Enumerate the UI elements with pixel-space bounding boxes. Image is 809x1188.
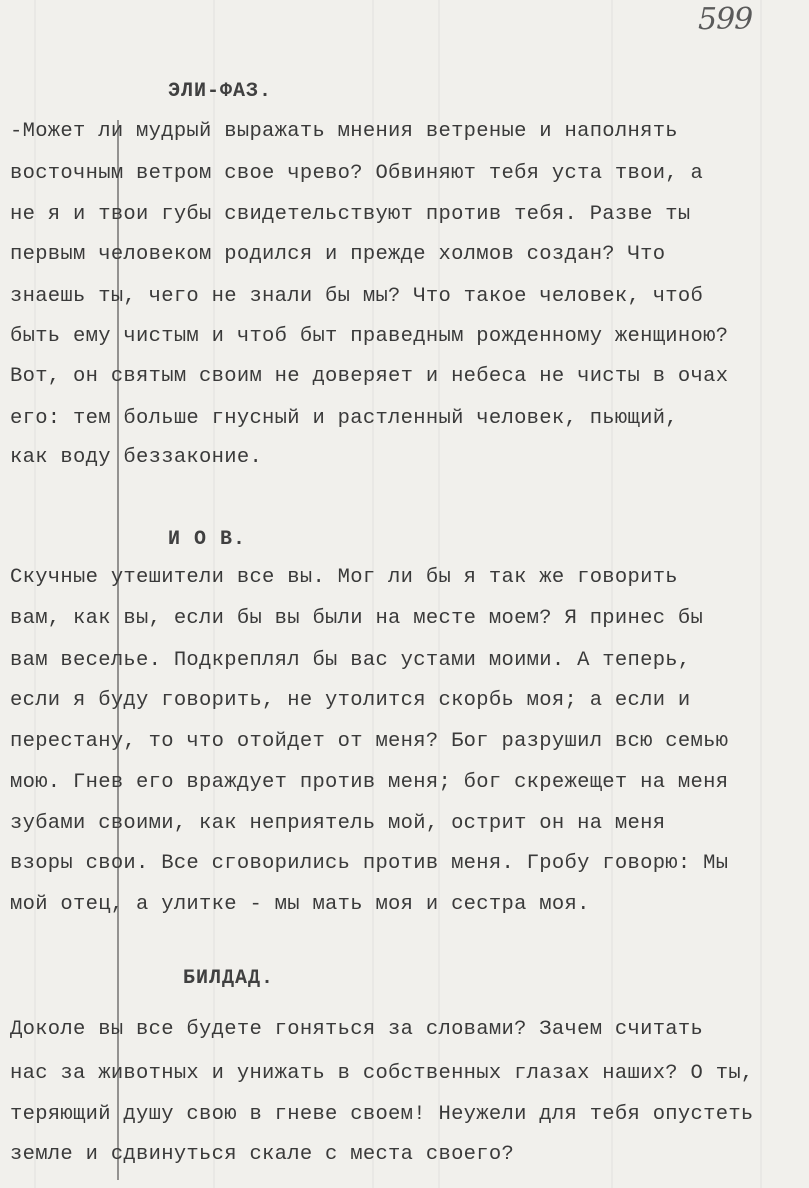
text-line: не я и твои губы свидетельствуют против тебя. Разве ты [10,203,691,226]
text-line: нас за животных и унижать в собственных глазах наших? О ты, [10,1062,754,1085]
text-line: Вот, он святым своим не доверяет и небеса не чисты в очах [10,365,729,388]
page-number: 599 [698,2,753,37]
text-line: Скучные утешители все вы. Мог ли бы я так же говорить [10,566,678,589]
speaker-heading-elifaz: ЭЛИ-ФАЗ. [168,80,273,103]
text-line: мою. Гнев его враждует против меня; бог скрежещет на меня [10,771,729,794]
text-line: как воду беззаконие. [10,446,263,469]
text-line: теряющий душу свою в гневе своем! Неужели для тебя опустеть [10,1103,754,1126]
text-line: Доколе вы все будете гоняться за словами? Зачем считать [10,1018,704,1041]
text-line: земле и сдвинуться скале с места своего? [10,1143,515,1166]
text-line: если я буду говорить, не утолится скорбь моя; а если и [10,689,691,712]
scan-streak [760,0,762,1188]
text-line: -Может ли мудрый выражать мнения ветреные и наполнять [10,120,678,143]
speaker-heading-bildad: БИЛДАД. [183,967,275,990]
text-line: восточным ветром свое чрево? Обвиняют тебя уста твои, а [10,162,704,185]
text-line: вам веселье. Подкреплял бы вас устами моими. А теперь, [10,649,691,672]
text-line: мой отец, а улитке - мы мать моя и сестра моя. [10,893,590,916]
text-line: зубами своими, как неприятель мой, острит он на меня [10,812,666,835]
text-line: перестану, то что отойдет от меня? Бог разрушил всю семью [10,730,729,753]
text-line: вам, как вы, если бы вы были на месте моем? Я принес бы [10,607,704,630]
text-line: первым человеком родился и прежде холмов создан? Что [10,243,666,266]
text-line: быть ему чистым и чтоб быт праведным рожденному женщиною? [10,325,729,348]
text-line: знаешь ты, чего не знали бы мы? Что такое человек, чтоб [10,285,704,308]
text-line: взоры свои. Все сговорились против меня. Гробу говорю: Мы [10,852,729,875]
text-line: его: тем больше гнусный и растленный человек, пьющий, [10,407,678,430]
speaker-heading-iov: И О В. [168,528,247,551]
